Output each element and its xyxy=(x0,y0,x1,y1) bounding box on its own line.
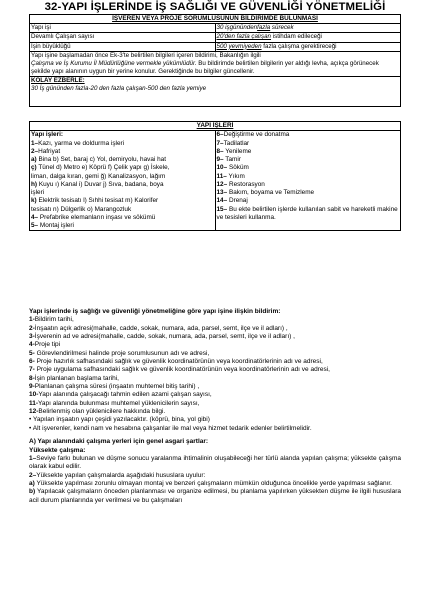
section-a-subheading: Yüksekte çalışma: xyxy=(29,446,86,454)
paragraph: 2–Yüksekte yapılan çalışmalarda aşağıdaki hususlara uyulur: xyxy=(29,471,206,479)
notice-value: 500 yevmiyeden fazla çalışma gerektireceği xyxy=(215,42,401,51)
list-item: k) Elektrik tesisatı l) Sıhhi tesisat m) Kalorifer xyxy=(31,197,159,205)
list-item: 6- Proje hazırlık safhasındaki sağlık ve güvenlik koordinatörünün veya koordinatörlerinin adı ve adresi, xyxy=(29,358,323,366)
body-text xyxy=(29,308,401,505)
table-row xyxy=(30,42,401,51)
list-item: 2–Hafriyat xyxy=(31,147,61,155)
list-item: 1–Kazı, yarma ve doldurma işleri xyxy=(31,139,125,147)
info-bullets xyxy=(29,416,401,433)
works-table xyxy=(29,121,401,231)
bullet-item: • Yapılan inşaatın yapı çeşidi yazılacaktır. (köprü, bina, yol gibi) xyxy=(29,416,210,424)
notice-value: 20'den fazla çalışan istihdam edileceği xyxy=(215,33,401,42)
section-a-heading: A) Yapı alanındaki çalışma yerleri için genel asgari şartlar: xyxy=(29,438,209,446)
list-item: tesisatı n) Dülgerlik o) Marangozluk xyxy=(31,205,132,213)
list-item: 1-Bildirim tarihi, xyxy=(29,316,74,324)
list-item: 6–Değiştirme ve donatma xyxy=(216,131,290,139)
list-item: 7–Tadilatlar xyxy=(216,139,250,147)
paragraph: b) Yapılacak çalışmaların önceden planlanması ve organize edilmesi, bu planlama yapılırken yüksekten düşme ile ilgili hususlara acil durum planlarında yer verilmesi ve bu çalışmaları xyxy=(29,488,401,504)
list-item: 2-İnşaatın açık adresi(mahalle, cadde, sokak, numara, ada, parsel, semt, ilçe ve il adları) , xyxy=(29,324,288,332)
list-item: a) Bina b) Set, baraj c) Yol, demiryolu, havai hat xyxy=(31,156,166,164)
paragraph: 1–Seviye farkı bulunan ve düşme sonucu yaralanma ihtimalinin oluşabileceği her türlü alanda yapılan çalışma; yüksekte çalışma olarak kabul edilir. xyxy=(29,454,401,471)
list-item: 3-İşverenin ad ve adresi(mahalle, cadde, sokak, numara, ada, parsel, semt, ilçe ve il adları) , xyxy=(29,333,295,341)
list-item: 4– Prefabrike elemanların inşası ve sökümü xyxy=(31,213,156,221)
list-item: h) Kuyu ı) Kanal i) Duvar j) Sıva, badana, boya xyxy=(31,180,164,188)
list-item: 9– Tamir xyxy=(216,156,241,164)
works-header: YAPI İŞLERİ xyxy=(30,122,401,131)
list-item: 8-İşin planlanan başlama tarihi, xyxy=(29,374,119,382)
list-item: işleri xyxy=(31,189,45,197)
notice-label: İşin büyüklüğü xyxy=(30,42,216,51)
list-item: 10– Söküm xyxy=(216,164,249,172)
table-row xyxy=(30,24,401,33)
list-item: 15– Bu ekte belirtilen işlerde kullanılan sabit ve hareketli makine ve tesisleri kullanma. xyxy=(216,205,398,221)
list-item: 10-Yapı alanında çalışacağı tahmin edilen azami çalışan sayısı, xyxy=(29,391,212,399)
list-item: 13– Bakım, boyama ve Temizleme xyxy=(216,189,315,197)
mnemonic-label: KOLAY EZBERLE: xyxy=(31,77,85,85)
bullet-icon: • xyxy=(29,416,33,424)
notice-table xyxy=(29,14,401,107)
works-left-title: Yapı işleri: xyxy=(31,131,63,139)
list-item: 12-Belirlenmiş olan yüklenicilere hakkında bilgi. xyxy=(29,408,166,416)
list-item: 8– Yenileme xyxy=(216,147,252,155)
paragraph: a) Yüksekte yapılması zorunlu olmayan montaj ve benzeri çalışmaların mümkün olduğunca öncelikle yerde yapılması sağlanır. xyxy=(29,479,392,487)
notice-header: İŞVEREN VEYA PROJE SORUMLUSUNUN BİLDİRİMDE BULUNMASI xyxy=(30,15,401,24)
list-item: liman, dalga kıran, gemi ğ) Kanalizasyon, lağım xyxy=(31,172,166,180)
list-item: 12– Restorasyon xyxy=(216,180,265,188)
works-right-column xyxy=(215,131,401,231)
list-item: 9-Planlanan çalışma süresi (inşaatın muhtemel bitiş tarihi) , xyxy=(29,383,200,391)
bullet-icon: • xyxy=(29,424,33,432)
list-item: 5– Montaj işleri xyxy=(31,222,74,230)
list-item: 4-Proje tipi xyxy=(29,341,61,349)
document-page xyxy=(29,0,401,231)
notice-label: Yapı işi xyxy=(30,24,216,33)
list-item: 7- Proje uygulama safhasındaki sağlık ve güvenlik koordinatörünün veya koordinatörlerinin adı ve adresi, xyxy=(29,366,330,374)
info-list xyxy=(29,316,401,416)
list-item: 14– Drenaj xyxy=(216,197,248,205)
list-item: 5- Görevlendirilmesi halinde proje sorumlusunun adı ve adresi, xyxy=(29,349,210,357)
page-title: 32-YAPI İŞLERİNDE İŞ SAĞLIĞI VE GÜVENLİĞİ YÖNETMELİĞİ xyxy=(44,1,386,13)
info-heading: Yapı işlerinde iş sağlığı ve güvenliği yönetmeliğine göre yapı işine ilişkin bildirim: xyxy=(29,308,281,315)
table-row xyxy=(30,33,401,42)
works-left-column xyxy=(30,131,216,231)
notice-value: 30 işgünündenfazla sürecek xyxy=(215,24,401,33)
mnemonic-text: 30 İş gününden fazla-20 den fazla çalışan-500 den fazla yemiye xyxy=(31,85,207,93)
notice-paragraph: Yapı işine başlamadan önce Ek-3'te belirtilen bilgileri içeren bildirimi, Bakanlığın ilgili Çalışma ve İş Kurumu İl Müdürlüğüne vermekle yükümlüdür. Bu bildirimde belirtilen bilgilerin yer aldığı levha, açıkça görünecek şekilde yapı alanının uygun bir yerine konulur. Gerektiğinde bu bilgiler güncellenir. xyxy=(30,51,401,76)
notice-label: Devamlı Çalışan sayısı xyxy=(30,33,216,42)
list-item: 11-Yapı alanında bulunması muhtemel yüklenicilerin sayısı, xyxy=(29,399,200,407)
mnemonic-box xyxy=(30,77,401,107)
list-item: 11– Yıkım xyxy=(216,172,245,180)
bullet-item: • Alt işverenler, kendi nam ve hesabına çalışanlar ile mal veya hizmet tedarik edenler belirtilmelidir. xyxy=(29,424,312,432)
list-item: ç) Tünel d) Metro e) Köprü f) Çelik yapı g) İskele, xyxy=(31,164,170,172)
